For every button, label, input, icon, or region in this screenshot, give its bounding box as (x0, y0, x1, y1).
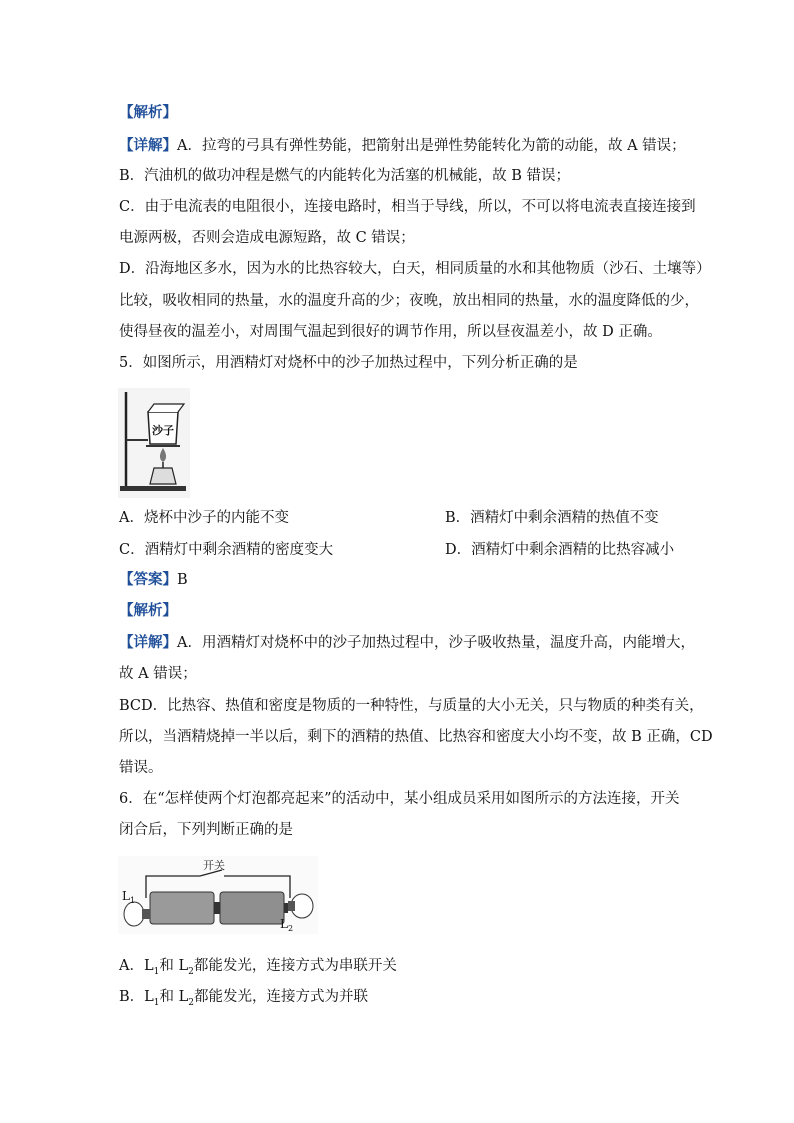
detail-line-d1: D．沿海地区多水，因为水的比热容较大，白天，相同质量的水和其他物质（沙石、土壤等） (119, 261, 711, 277)
l2-sub: 2 (287, 924, 294, 933)
detail-line-a (119, 136, 686, 156)
detail2-line-b: 故 A 错误； (119, 666, 197, 682)
detail-text: A．拉弯的弓具有弹性势能，把箭射出是弹性势能转化为箭的动能，故 A 错误； (177, 138, 686, 154)
detail2-text: A．用酒精灯对烧杯中的沙子加热过程中，沙子吸收热量，温度升高，内能增大， (177, 635, 695, 651)
q5-option-d: D．酒精灯中剩余酒精的比热容减小 (445, 542, 675, 558)
bcd-line-1: BCD．比热容、热值和密度是物质的一种特性，与质量的大小无关，只与物质的种类有关， (119, 698, 704, 714)
q5-figure (118, 388, 190, 498)
detail-line-b: B．汽油机的做功冲程是燃气的内能转化为活塞的机械能，故 B 错误； (119, 168, 571, 184)
answer-line (119, 570, 188, 590)
jiexi-heading-2: 【解析】 (119, 602, 177, 619)
bcd-line-2: 所以，当酒精烧掉一半以后，剩下的酒精的热值、比热容和密度大小均不变，故 B 正确，CD (119, 729, 713, 745)
detail-label: 【详解】 (119, 137, 177, 154)
q6b-prefix: B．L (119, 989, 154, 1005)
q5-option-c: C．酒精灯中剩余酒精的密度变大 (119, 542, 334, 558)
detail-line-c2: 电源两极，否则会造成电源短路，故 C 错误； (119, 230, 415, 246)
detail-line-c1: C．由于电流表的电阻很小，连接电路时，相当于导线，所以，不可以将电流表直接连接到 (119, 199, 696, 215)
q6-option-a (119, 956, 397, 982)
q6b-suffix: 都能发光，连接方式为并联 (194, 989, 369, 1005)
q6a-suffix: 都能发光，连接方式为串联开关 (193, 958, 397, 974)
q6a-sub1: 1 (153, 966, 160, 977)
q6b-sub1: 1 (153, 997, 160, 1008)
answer-value: B (177, 572, 188, 588)
l1-sub: 1 (129, 896, 136, 905)
detail2-label: 【详解】 (119, 634, 177, 651)
question-6-line-2: 闭合后，下列判断正确的是 (119, 822, 293, 838)
l2-letter: L (280, 917, 288, 931)
question-5: 5．如图所示，用酒精灯对烧杯中的沙子加热过程中，下列分析正确的是 (119, 355, 578, 371)
q5-option-b: B．酒精灯中剩余酒精的热值不变 (445, 510, 659, 526)
detail-line-d2: 比较，吸收相同的热量，水的温度升高的少；夜晚，放出相同的热量，水的温度降低的少， (119, 293, 699, 309)
q6-figure (118, 856, 318, 934)
q6b-mid: 和 L (159, 989, 189, 1005)
jiexi-heading-1: 【解析】 (119, 104, 177, 121)
answer-label: 【答案】 (119, 571, 177, 588)
detail-line-d3: 使得昼夜的温差小，对周围气温起到很好的调节作用，所以昼夜温差小，故 D 正确。 (119, 324, 662, 340)
q5-option-a: A．烧杯中沙子的内能不变 (119, 510, 289, 526)
q6a-sub2: 2 (188, 966, 194, 977)
q6-option-b (119, 987, 368, 1013)
l1-letter: L (122, 889, 130, 903)
q6a-prefix: A．L (119, 958, 154, 974)
sand-label: 沙子 (152, 424, 174, 437)
detail2-line-a (119, 633, 695, 653)
q6b-sub2: 2 (188, 997, 195, 1008)
question-6-line-1: 6．在“怎样使两个灯泡都亮起来”的活动中，某小组成员采用如图所示的方法连接，开关 (119, 791, 680, 807)
q6a-mid: 和 L (159, 958, 189, 974)
switch-label: 开关 (203, 859, 225, 872)
bcd-line-3: 错误。 (119, 760, 163, 776)
